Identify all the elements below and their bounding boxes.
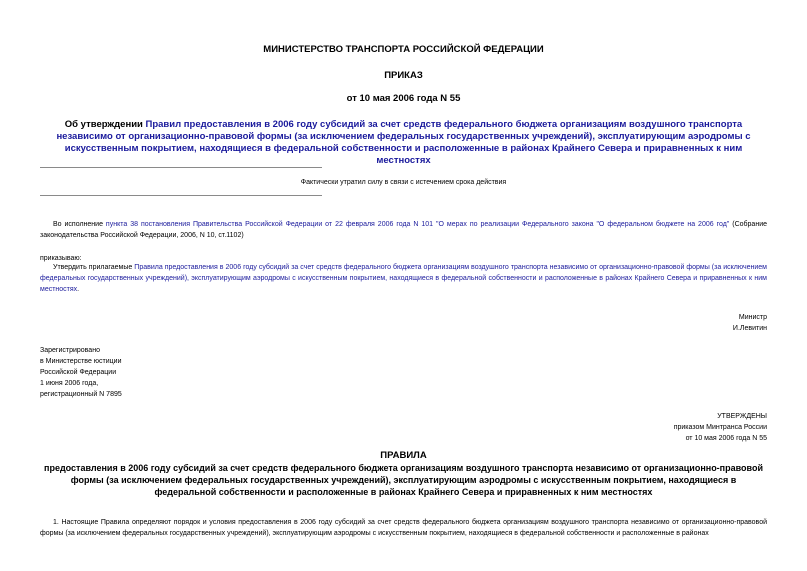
approval-stamp <box>547 411 767 444</box>
title-rules-link[interactable]: Правил предоставления в 2006 году субсидий за счет средств федерального бюджета организациям воздушного транспорта независимо от организационно-правовой формы (за исключением федеральных государственных учреждений), эксплуатирующим аэродромы с искусственным покрытием, находящиеся в федеральной собственности и расположенные в районах Крайнего Севера и приравненных к ним местностях <box>56 119 751 166</box>
approve-paragraph <box>40 262 767 295</box>
order-word: приказываю: <box>40 255 82 262</box>
document-title <box>40 119 767 167</box>
rules-heading: ПРАВИЛА <box>380 450 427 461</box>
approved-rules-link[interactable]: Правила предоставления в 2006 году субсидий за счет средств федерального бюджета организациям воздушного транспорта независимо от организационно-правовой формы (за исключением федеральных государственных учреждений), эксплуатирующим аэродромы с искусственным покрытием, находящиеся в федеральной собственности и расположенные в районах Крайнего Севера и приравненных к ним местностях <box>40 264 767 293</box>
signature-name: И.Левитин <box>732 325 767 332</box>
ministry-heading: МИНИСТЕРСТВО ТРАНСПОРТА РОССИЙСКОЙ ФЕДЕРАЦИИ <box>263 44 544 55</box>
registration-block <box>40 345 240 400</box>
registration-line-1: Зарегистрировано <box>40 347 100 354</box>
signature-title: Министр <box>738 314 767 321</box>
title-prefix: Об утверждении <box>64 119 146 130</box>
signature-block <box>567 312 767 334</box>
divider-top <box>40 167 322 168</box>
registration-line-5: регистрационный N 7895 <box>40 391 122 398</box>
rules-paragraph-1: 1. Настоящие Правила определяют порядок и условия предоставления в 2006 году субсидий за счет средств федерального бюджета организациям воздушного транспорта независимо от организационно-правовой формы (за исключением федеральных государственных учреждений), эксплуатирующим аэродромы с искусственным покрытием, находящиеся в федеральной собственности и расположенные в районах <box>40 519 767 537</box>
clause-38-link[interactable]: пункта 38 <box>105 221 138 228</box>
rules-subtitle: предоставления в 2006 году субсидий за счет средств федерального бюджета организациям воздушного транспорта независимо от организационно-правовой формы (за исключением федеральных государственных учреждений), эксплуатирующим аэродромы с искусственным покрытием, находящиеся в федеральной собственности и расположенные в районах Крайнего Севера и приравненных к ним местностях <box>44 463 763 497</box>
approve-end: . <box>77 286 80 293</box>
registration-line-4: 1 июня 2006 года, <box>40 380 99 387</box>
approval-line-2: приказом Минтранса России <box>673 424 767 431</box>
document-date-number: от 10 мая 2006 года N 55 <box>346 93 461 104</box>
government-decree-link[interactable]: постановления Правительства Российской Федерации от 22 февраля 2006 года N 101 "О мерах по реализации Федерального закона "О федеральном бюджете на 2006 год" <box>140 221 730 228</box>
preamble-paragraph <box>40 219 767 241</box>
approval-line-1: УТВЕРЖДЕНЫ <box>717 413 767 420</box>
registration-line-3: Российской Федерации <box>40 369 117 376</box>
status-note: Фактически утратил силу в связи с истечением срока действия <box>300 179 507 186</box>
preamble-start: Во исполнение <box>53 221 106 228</box>
approve-start: Утвердить прилагаемые <box>53 264 135 271</box>
document-type-heading: ПРИКАЗ <box>384 70 423 81</box>
preamble-end: (Собрание законодательства Российской Федерации, 2006, N 10, ст.1102) <box>40 221 767 239</box>
approval-line-3: от 10 мая 2006 года N 55 <box>685 435 767 442</box>
divider-bottom <box>40 195 322 196</box>
registration-line-2: в Министерстве юстиции <box>40 358 122 365</box>
